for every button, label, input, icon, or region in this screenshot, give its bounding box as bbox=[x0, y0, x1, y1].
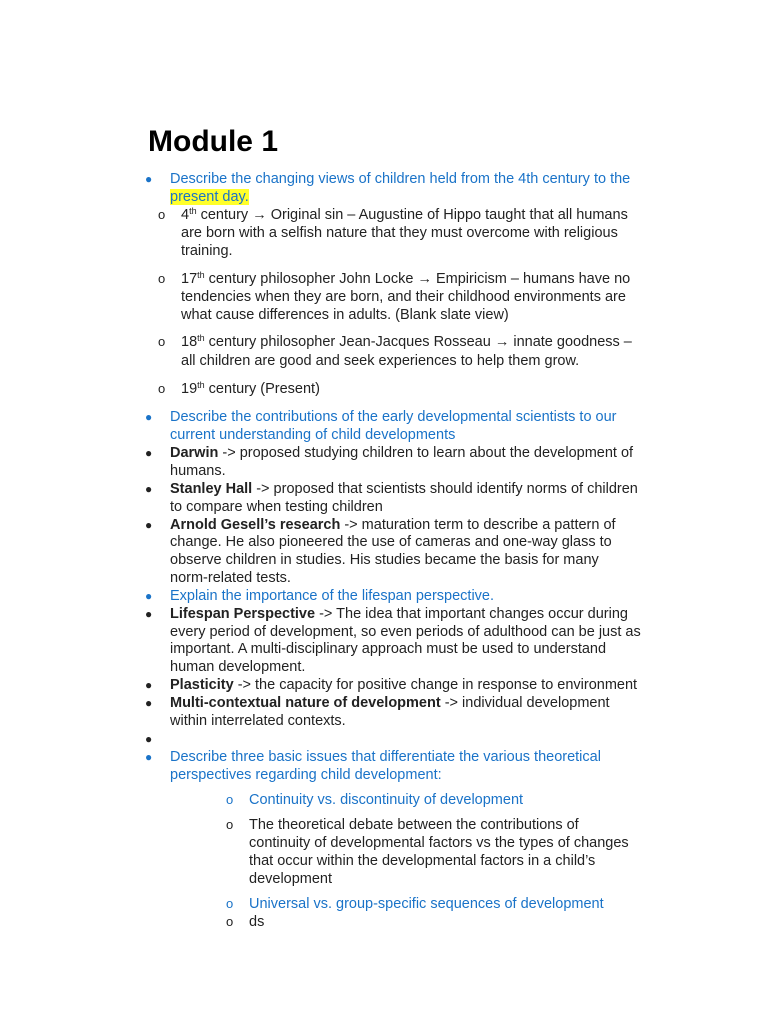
darwin-line-2: humans. bbox=[170, 463, 226, 479]
bullet-icon: ● bbox=[145, 410, 153, 424]
hall-line-1: Stanley Hall -> proposed that scientists should identify norms of children bbox=[170, 481, 638, 497]
bullet-icon: ● bbox=[145, 678, 153, 692]
sub-bullet-icon: o bbox=[226, 792, 234, 807]
question-1-line-1: Describe the changing views of children held from the 4th century to the bbox=[170, 171, 631, 187]
century-4-line-2: are born with a selfish nature that they must overcome with religious bbox=[181, 225, 618, 241]
bullet-icon: ● bbox=[145, 696, 153, 710]
bullet-icon: ● bbox=[145, 732, 153, 746]
bullet-icon: ● bbox=[145, 482, 153, 496]
bullet-icon: ● bbox=[145, 589, 153, 603]
sub-bullet-icon: o bbox=[158, 334, 166, 349]
issue-1-line-1: Continuity vs. discontinuity of development bbox=[249, 792, 524, 808]
lifespan-line-4: human development. bbox=[170, 659, 306, 675]
century-19-line-1: 19th century (Present) bbox=[181, 380, 320, 397]
plasticity-line-1: Plasticity -> the capacity for positive change in response to environment bbox=[170, 677, 638, 693]
page-title: Module 1 bbox=[148, 125, 279, 158]
question-3-line-1: Explain the importance of the lifespan perspective. bbox=[170, 588, 495, 604]
sub-bullet-icon: o bbox=[226, 914, 234, 929]
bullet-icon: ● bbox=[145, 750, 153, 764]
multicontext-line-2: within interrelated contexts. bbox=[170, 713, 346, 729]
question-2-line-2: current understanding of child developments bbox=[170, 427, 456, 443]
gesell-line-2: change. He also pioneered the use of cameras and one-way glass to bbox=[170, 534, 612, 550]
century-17-line-1: 17th century philosopher John Locke → Empiricism – humans have no bbox=[181, 270, 631, 287]
issue-1-desc-line-3: that occur within the developmental factors in a child’s bbox=[249, 853, 596, 869]
bullet-icon: ● bbox=[145, 172, 153, 186]
issue-1-desc-line-4: development bbox=[249, 871, 333, 887]
century-17-line-3: what cause differences in adults. (Blank slate view) bbox=[181, 307, 509, 323]
bullet-icon: ● bbox=[145, 446, 153, 460]
question-1-line-2 bbox=[170, 188, 249, 206]
century-4-line-1: 4th century → Original sin – Augustine of Hippo taught that all humans bbox=[181, 206, 628, 223]
gesell-line-3: observe children in studies. His studies became the basis for many bbox=[170, 552, 599, 568]
lifespan-line-3: important. A multi-disciplinary approach must be used to understand bbox=[170, 641, 607, 657]
issue-1-desc-line-1: The theoretical debate between the contributions of bbox=[249, 817, 579, 833]
issue-2-line-1: Universal vs. group-specific sequences of development bbox=[249, 896, 604, 912]
issue-1-desc-line-2: continuity of developmental factors vs the types of changes bbox=[249, 835, 629, 851]
darwin-line-1: Darwin -> proposed studying children to learn about the development of bbox=[170, 445, 634, 461]
century-4-line-3: training. bbox=[181, 243, 233, 259]
gesell-line-1: Arnold Gesell’s research -> maturation term to describe a pattern of bbox=[170, 517, 616, 533]
bullet-icon: ● bbox=[145, 607, 153, 621]
question-2-line-1: Describe the contributions of the early developmental scientists to our bbox=[170, 409, 617, 425]
bullet-icon: ● bbox=[145, 518, 153, 532]
highlighted-text: present day. bbox=[170, 189, 249, 205]
multicontext-line-1: Multi-contextual nature of development -> individual development bbox=[170, 695, 610, 711]
sub-bullet-icon: o bbox=[158, 271, 166, 286]
ds-line-1: ds bbox=[249, 914, 265, 930]
sub-bullet-icon: o bbox=[158, 381, 166, 396]
question-4-line-2: perspectives regarding child development: bbox=[170, 767, 442, 783]
sub-bullet-icon: o bbox=[226, 817, 234, 832]
century-18-line-2: all children are good and seek experiences to help them grow. bbox=[181, 353, 580, 369]
lifespan-line-1: Lifespan Perspective -> The idea that important changes occur during bbox=[170, 606, 628, 622]
gesell-line-4: norm-related tests. bbox=[170, 570, 291, 586]
sub-bullet-icon: o bbox=[158, 207, 166, 222]
hall-line-2: to compare when testing children bbox=[170, 499, 383, 515]
century-17-line-2: tendencies when they are born, and their childhood environments are bbox=[181, 289, 626, 305]
lifespan-line-2: every period of development, so even periods of adulthood can be just as bbox=[170, 624, 641, 640]
sub-bullet-icon: o bbox=[226, 896, 234, 911]
century-18-line-1: 18th century philosopher Jean-Jacques Rosseau → innate goodness – bbox=[181, 333, 632, 350]
question-4-line-1: Describe three basic issues that differentiate the various theoretical bbox=[170, 749, 601, 765]
